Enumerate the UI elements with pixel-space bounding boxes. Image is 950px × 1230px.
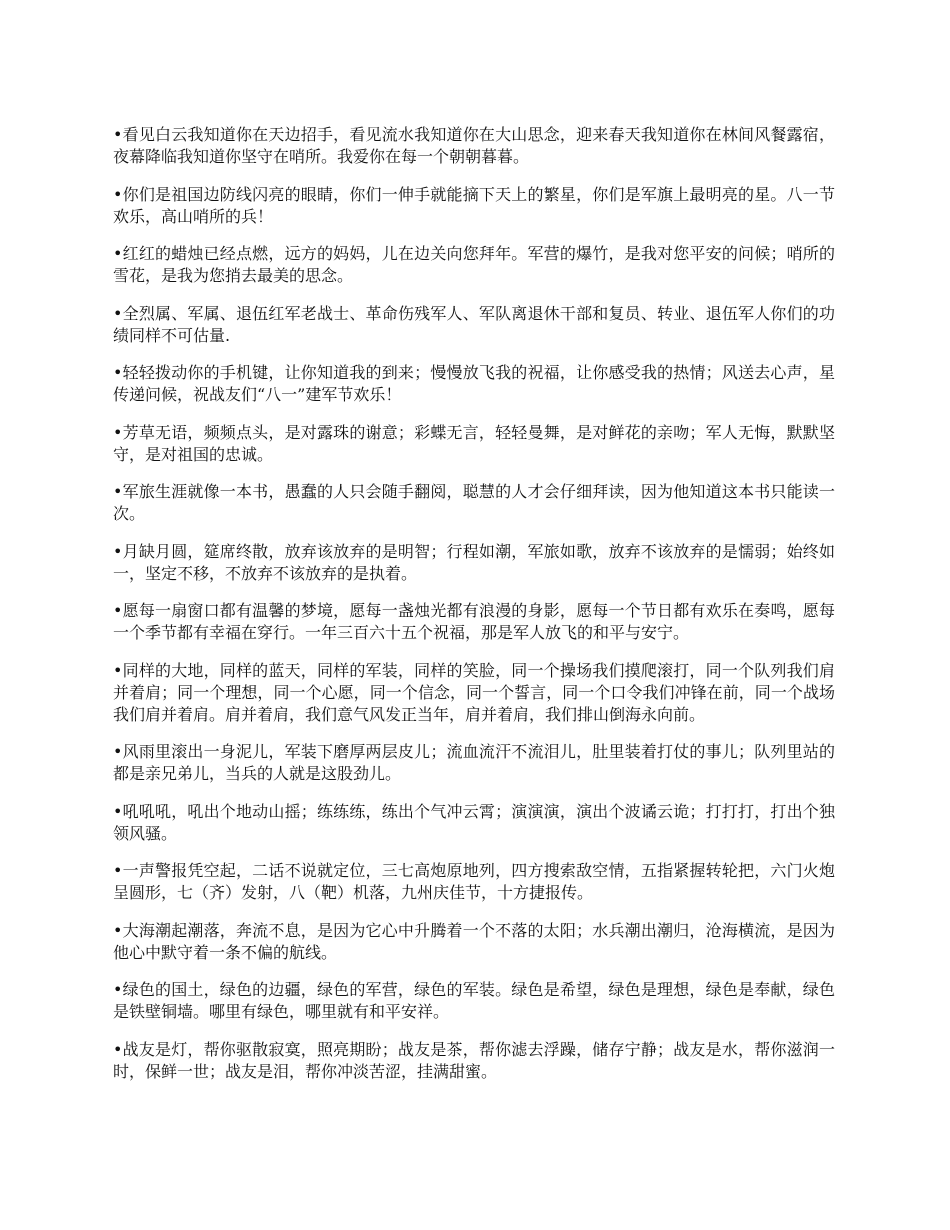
paragraph: •愿每一扇窗口都有温馨的梦境，愿每一盏烛光都有浪漫的身影，愿每一个节日都有欢乐在奏鸣，愿每一个季节都有幸福在穿行。一年三百六十五个祝福，那是军人放飞的和平与安宁。: [113, 601, 835, 642]
paragraph: •全烈属、军属、退伍红军老战士、革命伤残军人、军队离退休干部和复员、转业、退伍军人你们的功绩同样不可估量.: [113, 303, 835, 345]
paragraph: •红红的蜡烛已经点燃，远方的妈妈，儿在边关向您拜年。军营的爆竹，是我对您平安的问候；哨所的雪花，是我为您捎去最美的思念。: [113, 244, 835, 285]
paragraph: •轻轻拨动你的手机键，让你知道我的到来；慢慢放飞我的祝福，让你感受我的热情；风送去心声，星传递问候，祝战友们“八一”建军节欢乐！: [113, 363, 835, 404]
paragraph: •看见白云我知道你在天边招手，看见流水我知道你在大山思念，迎来春天我知道你在林间风餐露宿，夜幕降临我知道你坚守在哨所。我爱你在每一个朝朝暮暮。: [113, 125, 835, 166]
paragraph: •大海潮起潮落，奔流不息，是因为它心中升腾着一个不落的太阳；水兵潮出潮归，沧海横流，是因为他心中默守着一条不偏的航线。: [113, 920, 835, 962]
paragraph: •芳草无语，频频点头，是对露珠的谢意；彩蝶无言，轻轻曼舞，是对鲜花的亲吻；军人无悔，默默坚守，是对祖国的忠诚。: [113, 422, 835, 464]
document-page: [113, 124, 835, 1098]
paragraph: •战友是灯，帮你驱散寂寞，照亮期盼；战友是茶，帮你滤去浮躁，储存宁静；战友是水，帮你滋润一时，保鲜一世；战友是泪，帮你冲淡苦涩，挂满甜蜜。: [113, 1039, 835, 1081]
paragraph: •同样的大地，同样的蓝天，同样的军装，同样的笑脸，同一个操场我们摸爬滚打，同一个队列我们肩并着肩；同一个理想，同一个心愿，同一个信念，同一个誓言，同一个口令我们冲锋在前，同一个战场我们肩并着肩。肩并着肩，我们意气风发正当年，肩并着肩，我们排山倒海永向前。: [113, 660, 835, 724]
paragraph: •风雨里滚出一身泥儿，军装下磨厚两层皮儿；流血流汗不流泪儿，肚里装着打仗的事儿；队列里站的都是亲兄弟儿，当兵的人就是这股劲儿。: [113, 742, 835, 783]
paragraph: •军旅生涯就像一本书，愚蠢的人只会随手翻阅，聪慧的人才会仔细拜读，因为他知道这本书只能读一次。: [113, 482, 835, 523]
paragraph: •月缺月圆，筵席终散，放弃该放弃的是明智；行程如潮，军旅如歌，放弃不该放弃的是懦弱；始终如一，坚定不移，不放弃不该放弃的是执着。: [113, 541, 835, 583]
paragraph: •绿色的国土，绿色的边疆，绿色的军营，绿色的军装。绿色是希望，绿色是理想，绿色是奉献，绿色是铁壁铜墙。哪里有绿色，哪里就有和平安祥。: [113, 980, 835, 1021]
paragraph: •你们是祖国边防线闪亮的眼睛，你们一伸手就能摘下天上的繁星，你们是军旗上最明亮的星。八一节欢乐，高山哨所的兵！: [113, 184, 835, 226]
paragraph: •吼吼吼，吼出个地动山摇；练练练，练出个气冲云霄；演演演，演出个波谲云诡；打打打，打出个独领风骚。: [113, 801, 835, 843]
paragraph: •一声警报凭空起，二话不说就定位，三七高炮原地列，四方搜索敌空情，五指紧握转轮把，六门火炮呈圆形，七（齐）发射，八（靶）机落，九州庆佳节，十方捷报传。: [113, 861, 835, 902]
